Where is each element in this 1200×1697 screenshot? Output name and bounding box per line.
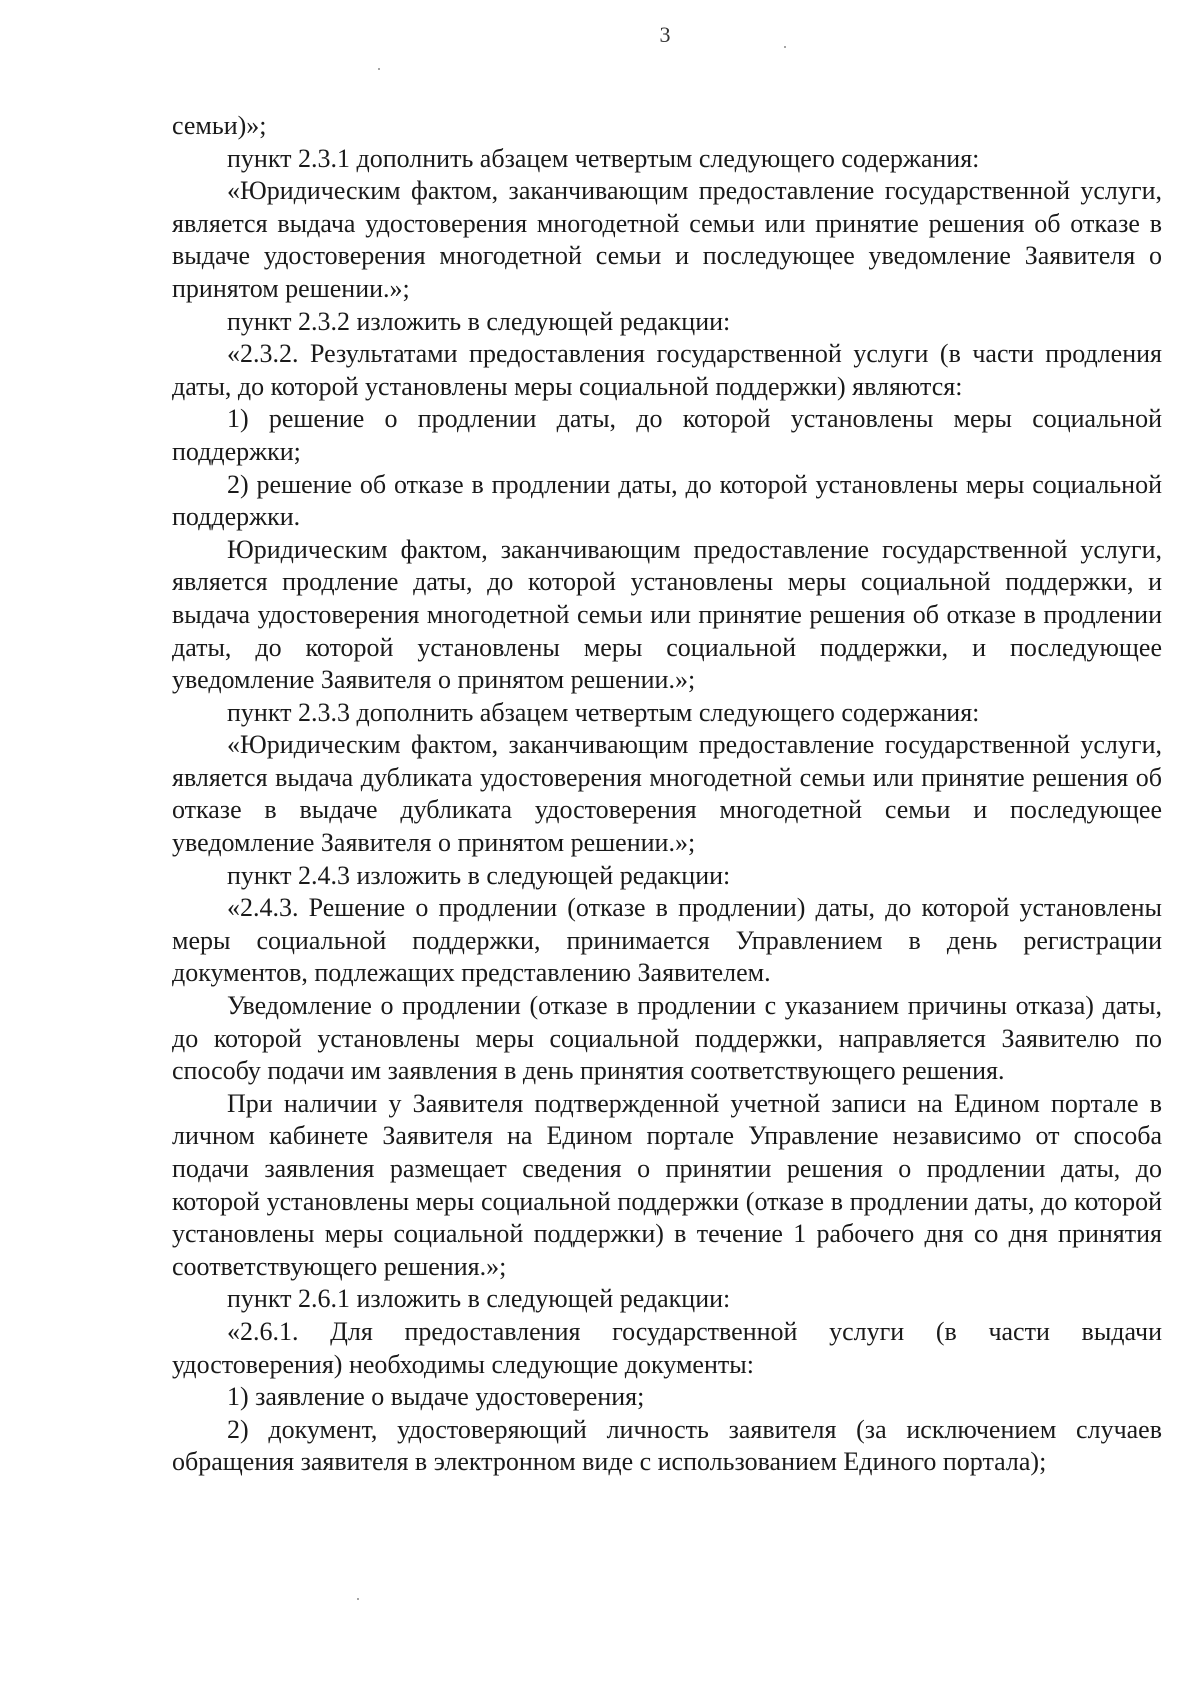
paragraph: пункт 2.6.1 изложить в следующей редакции: xyxy=(227,1284,731,1314)
paragraph: Юридическим фактом, заканчивающим предоставление государственной услуги, является продление даты, до которой установлены меры социальной поддержки, и выдача удостоверения многодетной семьи или принятие решения об отказе в продлении даты, до которой установлены меры социальной поддержки, и последующее уведомление Заявителя о принятом решении.»; xyxy=(172,534,1162,695)
paragraph: 2) решение об отказе в продлении даты, до которой установлены меры социальной поддержки. xyxy=(172,469,1162,532)
paragraph: «Юридическим фактом, заканчивающим предоставление государственной услуги, является выдача дубликата удостоверения многодетной семьи или принятие решения об отказе в выдаче дубликата удостоверения многодетной семьи и последующее уведомление Заявителя о принятом решении.»; xyxy=(172,730,1162,858)
paragraph: 1) решение о продлении даты, до которой установлены меры социальной поддержки; xyxy=(172,404,1162,466)
paragraph: пункт 2.3.2 изложить в следующей редакции: xyxy=(227,306,731,336)
paragraph: пункт 2.3.1 дополнить абзацем четвертым следующего содержания: xyxy=(227,143,980,173)
scan-speck xyxy=(378,68,380,70)
paragraph: «2.3.2. Результатами предоставления государственной услуги (в части продления даты, до которой установлены меры социальной поддержки) являются: xyxy=(172,339,1162,401)
scan-speck xyxy=(357,1598,359,1600)
paragraph: «2.6.1. Для предоставления государственной услуги (в части выдачи удостоверения) необходимы следующие документы: xyxy=(172,1316,1162,1379)
page-number: 3 xyxy=(659,22,671,47)
paragraph: пункт 2.3.3 дополнить абзацем четвертым следующего содержания: xyxy=(227,697,980,727)
paragraph: 2) документ, удостоверяющий личность заявителя (за исключением случаев обращения заявителя в электронном виде с использованием Единого портала); xyxy=(172,1414,1162,1477)
paragraph: При наличии у Заявителя подтвержденной учетной записи на Едином портале в личном кабинете Заявителя на Едином портале Управление независимо от способа подачи заявления размещает сведения о принятии решения о продлении даты, до которой установлены меры социальной поддержки (отказе в продлении даты, до которой установлены меры социальной поддержки) в течение 1 рабочего дня со дня принятия соответствующего решения.»; xyxy=(172,1088,1162,1281)
paragraph: «Юридическим фактом, заканчивающим предоставление государственной услуги, является выдача удостоверения многодетной семьи или принятие решения об отказе в выдаче удостоверения многодетной семьи и последующее уведомление Заявителя о принятом решении.»; xyxy=(172,176,1162,303)
paragraph: семьи)»; xyxy=(172,111,267,140)
paragraph: Уведомление о продлении (отказе в продлении с указанием причины отказа) даты, до которой установлены меры социальной поддержки, направляется Заявителю по способу подачи им заявления в день принятия соответствующего решения. xyxy=(172,991,1162,1086)
paragraph: пункт 2.4.3 изложить в следующей редакции: xyxy=(227,860,731,890)
document-body xyxy=(172,110,1162,1479)
paragraph: «2.4.3. Решение о продлении (отказе в продлении) даты, до которой установлены меры социальной поддержки, принимается Управлением в день регистрации документов, подлежащих представлению Заявителем. xyxy=(172,893,1162,988)
scan-speck xyxy=(784,46,786,48)
paragraph: 1) заявление о выдаче удостоверения; xyxy=(227,1382,645,1412)
